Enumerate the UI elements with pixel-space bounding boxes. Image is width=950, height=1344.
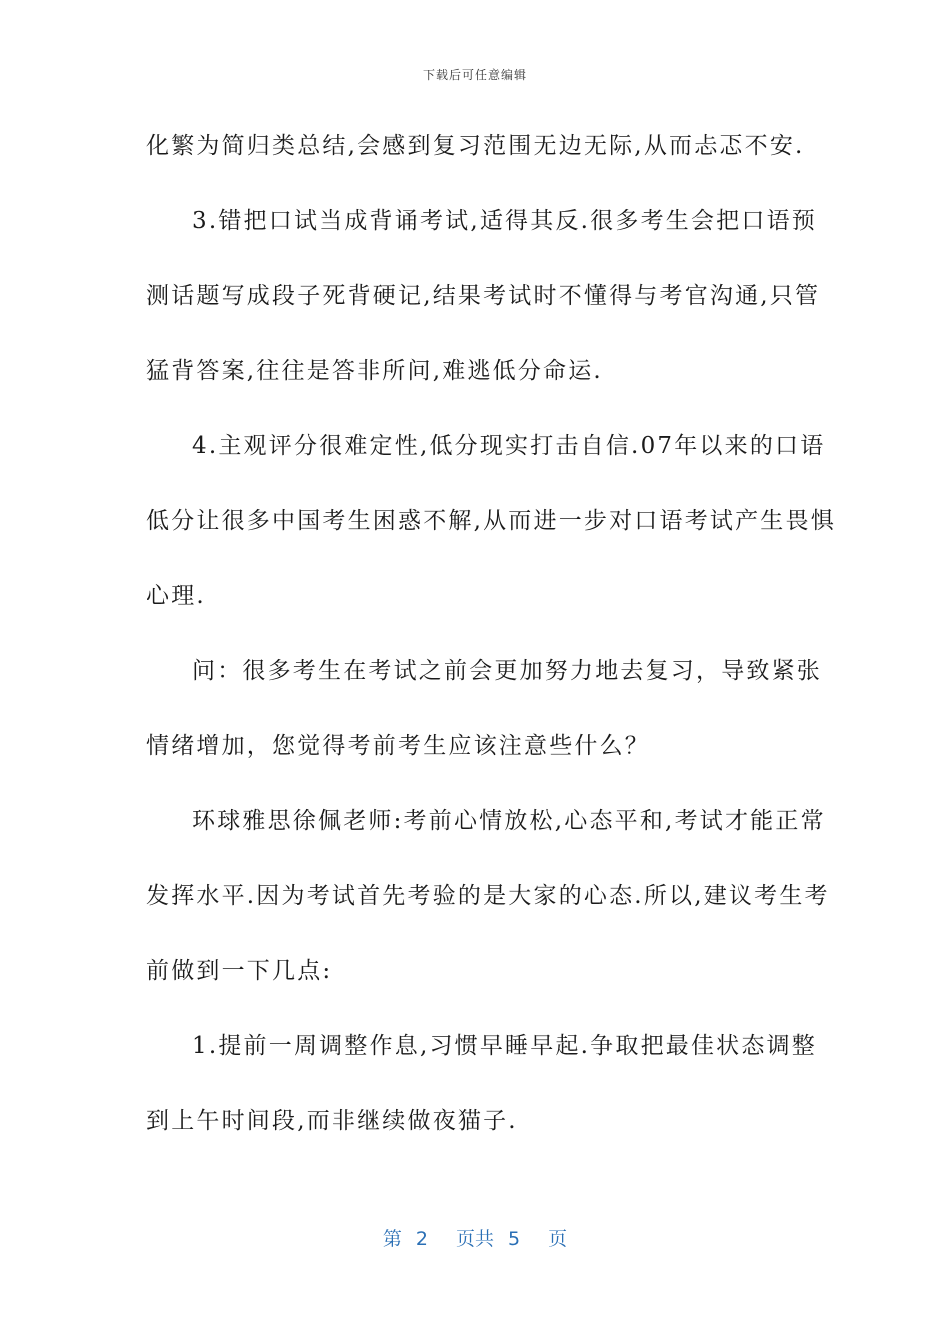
text-line: 低分让很多中国考生困惑不解,从而进一步对口语考试产生畏惧: [146, 508, 836, 534]
text-line: 测话题写成段子死背硬记,结果考试时不懂得与考官沟通,只管: [146, 283, 821, 309]
footer-label-of: 页共: [455, 1228, 494, 1250]
text-line: 3.错把口试当成背诵考试,适得其反.很多考生会把口语预: [192, 208, 817, 234]
header-note: 下载后可任意编辑: [422, 68, 527, 82]
text-line: 化繁为简归类总结,会感到复习范围无边无际,从而忐忑不安.: [146, 133, 805, 159]
footer-label-end: 页: [548, 1228, 568, 1250]
text-line: 到上午时间段,而非继续做夜猫子.: [146, 1108, 518, 1134]
page-footer: [0, 1224, 950, 1251]
text-line: 心理.: [146, 583, 206, 609]
text-line: 1.提前一周调整作息,习惯早睡早起.争取把最佳状态调整: [192, 1033, 817, 1059]
text-line: 环球雅思徐佩老师:考前心情放松,心态平和,考试才能正常: [192, 808, 826, 834]
text-line: 情绪增加，您觉得考前考生应该注意些什么？: [146, 733, 650, 759]
total-pages-number: 5: [508, 1228, 521, 1250]
text-line: 问：很多考生在考试之前会更加努力地去复习，导致紧张: [192, 658, 822, 684]
text-line: 猛背答案,往往是答非所问,难逃低分命运.: [146, 358, 603, 384]
current-page-number: 2: [415, 1228, 428, 1250]
footer-label-page: 第: [382, 1228, 402, 1250]
text-line: 前做到一下几点:: [146, 958, 333, 984]
text-line: 发挥水平.因为考试首先考验的是大家的心态.所以,建议考生考: [146, 883, 830, 909]
text-line: 4.主观评分很难定性,低分现实打击自信.07年以来的口语: [192, 433, 826, 459]
document-body: [146, 120, 836, 1170]
